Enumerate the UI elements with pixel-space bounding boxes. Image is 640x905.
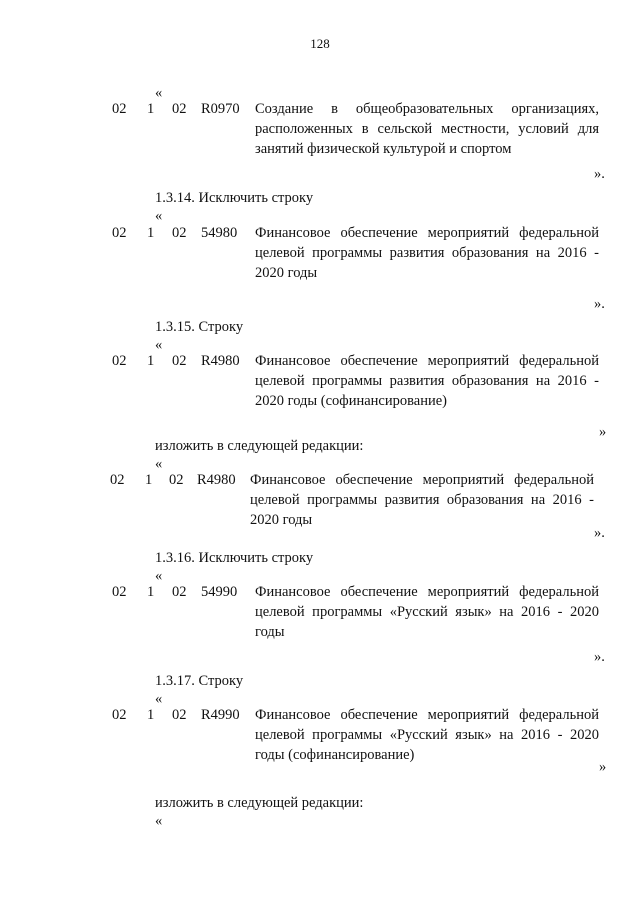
row-description: Финансовое обеспечение мероприятий федеральной целевой программы развития образования на 2016 - 2020 годы (софинансирование) <box>255 353 599 409</box>
open-quote: « <box>155 568 163 584</box>
replace-label: изложить в следующей редакции: <box>155 795 364 811</box>
target-code: R0970 <box>201 101 240 117</box>
section-heading: 1.3.15. Строку <box>155 319 244 335</box>
open-quote: « <box>155 813 163 829</box>
open-quote: « <box>155 85 163 101</box>
target-code: 54990 <box>201 584 238 600</box>
close-quote: ». <box>594 166 605 182</box>
replace-label: изложить в следующей редакции: <box>155 438 364 454</box>
code-column-3: 02 <box>169 472 184 488</box>
section-heading: 1.3.14. Исключить строку <box>155 190 314 206</box>
open-quote: « <box>155 337 163 353</box>
code-column-3: 02 <box>172 707 187 723</box>
target-code: R4980 <box>201 353 240 369</box>
code-column-1: 02 <box>112 707 127 723</box>
row-description: Создание в общеобразовательных организациях, расположенных в сельской местности, условий для занятий физической культурой и спортом <box>255 101 599 157</box>
code-column-1: 02 <box>112 584 127 600</box>
close-quote: ». <box>594 525 605 541</box>
target-code: R4990 <box>201 707 240 723</box>
code-column-2: 1 <box>147 101 155 117</box>
code-column-3: 02 <box>172 353 187 369</box>
open-quote: « <box>155 691 163 707</box>
target-code: R4980 <box>197 472 236 488</box>
open-quote: « <box>155 456 163 472</box>
row-description: Финансовое обеспечение мероприятий федеральной целевой программы «Русский язык» на 2016 - 2020 годы (софинансирование) <box>255 707 599 763</box>
code-column-1: 02 <box>112 101 127 117</box>
code-column-2: 1 <box>147 353 155 369</box>
close-quote: ». <box>594 296 605 312</box>
close-quote: » <box>599 424 607 440</box>
row-description: Финансовое обеспечение мероприятий федеральной целевой программы «Русский язык» на 2016 - 2020 годы <box>255 584 599 640</box>
code-column-1: 02 <box>112 225 127 241</box>
close-quote: ». <box>594 649 605 665</box>
code-column-1: 02 <box>112 353 127 369</box>
row-description: Финансовое обеспечение мероприятий федеральной целевой программы развития образования на 2016 - 2020 годы <box>250 472 594 528</box>
open-quote: « <box>155 208 163 224</box>
code-column-3: 02 <box>172 584 187 600</box>
code-column-2: 1 <box>145 472 153 488</box>
code-column-3: 02 <box>172 101 187 117</box>
code-column-2: 1 <box>147 584 155 600</box>
target-code: 54980 <box>201 225 238 241</box>
page-number: 128 <box>310 36 330 51</box>
section-heading: 1.3.16. Исключить строку <box>155 550 314 566</box>
code-column-2: 1 <box>147 707 155 723</box>
row-description: Финансовое обеспечение мероприятий федеральной целевой программы развития образования на 2016 - 2020 годы <box>255 225 599 281</box>
code-column-1: 02 <box>110 472 125 488</box>
close-quote: » <box>599 759 607 775</box>
section-heading: 1.3.17. Строку <box>155 673 244 689</box>
code-column-3: 02 <box>172 225 187 241</box>
code-column-2: 1 <box>147 225 155 241</box>
